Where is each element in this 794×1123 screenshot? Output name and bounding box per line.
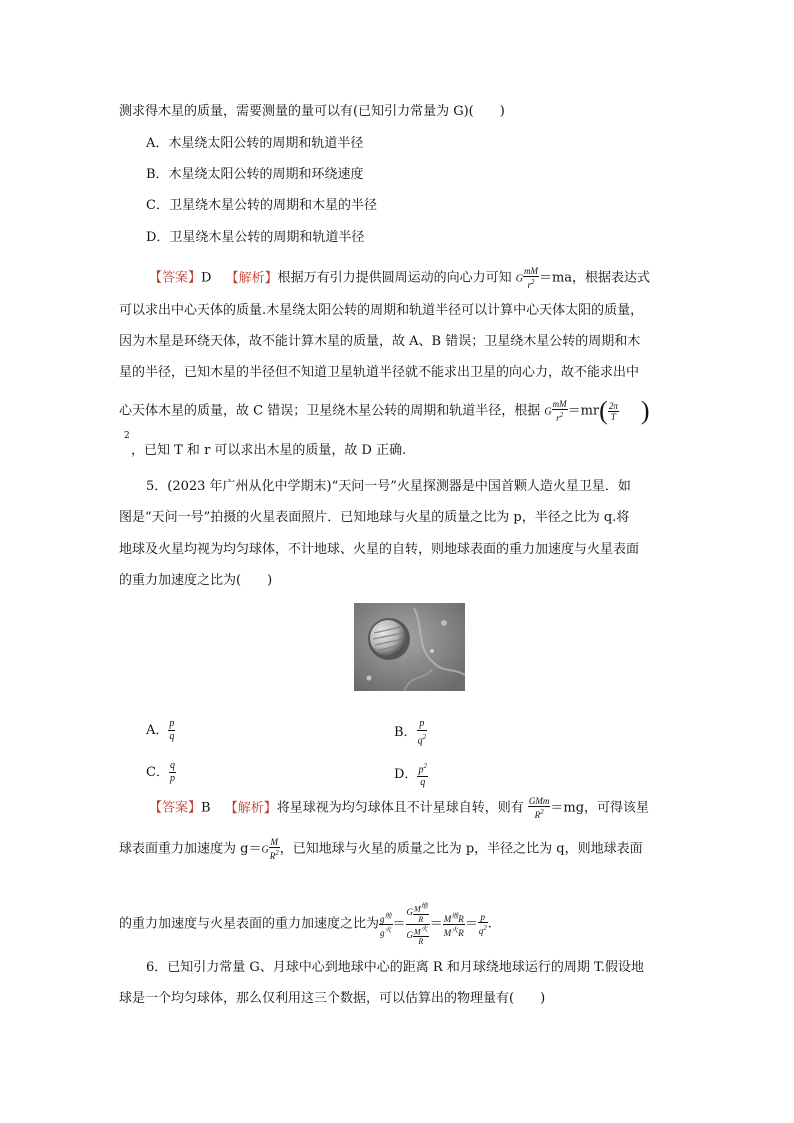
q4-analysis-line-1: 【答案】D 【解析】根据万有引力提供圆周运动的向心力可知 G $\frac{mM}{r^2}$ ＝ma，根据表达式 bbox=[149, 266, 651, 290]
q4-answer: D bbox=[201, 270, 212, 286]
q5-line-1: 5．(2023 年广州从化中学期末)“天问一号”火星探测器是中国首颗人造火星卫星．如 bbox=[146, 479, 631, 494]
q4-option-d: D．卫星绕木星公转的周期和轨道半径 bbox=[146, 230, 365, 245]
q4-analysis-line-6: ，已知 T 和 r 可以求出木星的质量，故 D 正确. bbox=[131, 443, 407, 458]
q5-line-3: 地球及火星均视为均匀球体，不计地球、火星的自转，则地球表面的重力加速度与火星表面 bbox=[119, 542, 640, 557]
q4-analysis-tag: 【解析】 bbox=[225, 270, 278, 286]
q5-option-c: C． $\frac{q}{p}$ bbox=[146, 760, 175, 784]
q4-analysis-line-2: 可以求出中心天体的质量.木星绕太阳公转的周期和轨道半径可以计算中心天体太阳的质量， bbox=[119, 303, 644, 318]
q4-fraction-2: $\frac{mM}{r^2}$ bbox=[552, 399, 567, 423]
q4-option-c: C．卫星绕木星公转的周期和木星的半径 bbox=[146, 198, 377, 213]
q5-option-a: A． $\frac{p}{q}$ bbox=[146, 718, 175, 742]
q5-analysis-line-2: 球表面重力加速度为 g＝G $\frac{M}{R^2}$ ，已知地球与火星的质量之比为 p，半径之比为 q，则地球表面 bbox=[119, 837, 643, 861]
q4-option-a: A．木星绕太阳公转的周期和轨道半径 bbox=[146, 136, 364, 151]
q5-option-d: D． $\frac{p^2}{q}$ bbox=[394, 762, 427, 789]
q5-line-4: 的重力加速度之比为( ) bbox=[119, 573, 273, 588]
q4-answer-tag: 【答案】 bbox=[149, 270, 202, 286]
q4-analysis-line-5: 心天体木星的质量，故 C 错误；卫星绕木星公转的周期和轨道半径，根据 G $\frac{mM}{r^2}$ ＝mr( $\frac{2\pi}{T}$ ) bbox=[119, 396, 650, 425]
q5-answer: B bbox=[201, 800, 211, 816]
q5-analysis-tag: 【解析】 bbox=[224, 800, 277, 816]
q5-option-b: B． $\frac{p}{q^2}$ bbox=[394, 718, 427, 747]
q5-ratio-compound: G $\frac{\text{M地}}{R}$ G $\frac{\text{M火}}{R}$ bbox=[406, 902, 428, 947]
q6-line-2: 球是一个均匀球体，那么仅利用这三个数据，可以估算出的物理量有( ) bbox=[119, 991, 546, 1006]
q5-analysis-line-1: 【答案】B 【解析】将星球视为均匀球体且不计星球自转，则有 $\frac{\text{GMm}}{R^2}$ ＝mg，可得该星 bbox=[149, 796, 650, 820]
q4-fraction-1: $\frac{mM}{r^2}$ bbox=[523, 266, 538, 290]
q4-analysis-line-3: 因为木星是环绕天体，故不能计算木星的质量，故 A、B 错误；卫星绕木星公转的周期和木 bbox=[119, 334, 641, 349]
q4-analysis-line-4: 星的半径，已知木星的半径但不知道卫星轨道半径就不能求出卫星的向心力，故不能求出中 bbox=[119, 365, 640, 380]
q6-line-1: 6．已知引力常量 G、月球中心到地球中心的距离 R 和月球绕地球运行的周期 T.假设地 bbox=[146, 960, 644, 975]
q5-ratio-result: $\frac{p}{q^2}$ bbox=[478, 912, 487, 937]
q5-ratio-mr: $\frac{M^地R}{M^火R}$ bbox=[443, 911, 464, 938]
q4-fraction-3: $\frac{2\pi}{T}$ bbox=[608, 400, 618, 422]
q4-option-b: B．木星绕太阳公转的周期和环绕速度 bbox=[146, 167, 364, 182]
q4-exponent-2: 2 bbox=[124, 431, 130, 441]
mars-surface-photo bbox=[354, 603, 465, 691]
q5-analysis-line-3: 的重力加速度与火星表面的重力加速度之比为 $\frac{g^地}{g^火}$ ＝ G $\frac{\text{M地}}{R}$ G $\frac{\text{M火}}{R}$ ＝ $\frac{M^地R}{M^火R}$ ＝ $\frac{p}{q^2}$ . bbox=[119, 902, 492, 947]
q5-fraction-2: $\frac{M}{R^2}$ bbox=[269, 837, 279, 861]
q4-formula-1: G bbox=[515, 273, 523, 285]
q5-ratio-g: $\frac{g^地}{g^火}$ bbox=[380, 911, 392, 938]
q5-answer-tag: 【答案】 bbox=[149, 800, 202, 816]
q5-line-2: 图是“天问一号”拍摄的火星表面照片．已知地球与火星的质量之比为 p，半径之比为 q.将 bbox=[119, 510, 630, 525]
q4-stem: 测求得木星的质量，需要测量的量可以有(已知引力常量为 G)( ) bbox=[119, 104, 505, 119]
q5-fraction-1: $\frac{\text{GMm}}{R^2}$ bbox=[528, 796, 550, 820]
